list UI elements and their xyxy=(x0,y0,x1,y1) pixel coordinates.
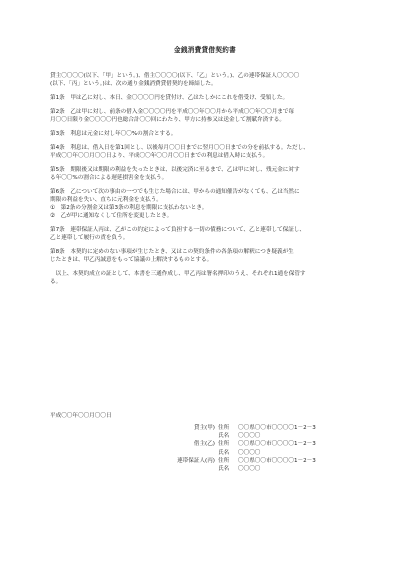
name-label: 氏名 xyxy=(218,449,230,456)
name-value: 〇〇〇〇 xyxy=(238,465,261,472)
name-value: 〇〇〇〇 xyxy=(238,449,261,456)
document-body xyxy=(50,72,375,292)
text-line: 平成〇〇年〇〇月〇〇日より、平成〇〇年〇〇月〇〇日までの利息は借入時に支払う。 xyxy=(50,152,269,159)
article-1 xyxy=(50,94,375,102)
text-line: 第5条 期限後又は期限の利益を失ったときは、以後完済に至るまで、乙は甲に対し、残元金に対す xyxy=(50,166,300,173)
article-3 xyxy=(50,130,375,138)
signature-block xyxy=(0,424,410,473)
party-borrower-address-row xyxy=(0,440,410,448)
text-line: 第1条 甲は乙に対し、本日、金〇〇〇〇円を貸付け、乙はたしかにこれを借受け、受領した。 xyxy=(50,95,289,101)
name-value: 〇〇〇〇 xyxy=(238,433,261,440)
text-line: 第2条 乙は甲に対し、前条の借入金〇〇〇〇円を平成〇〇年〇〇月から平成〇〇年〇〇月まで毎 xyxy=(50,108,295,115)
text-line: (以下、「丙」という。)は、次の通り金銭消費貸借契約を締結した。 xyxy=(50,81,217,88)
text-line: る年〇〇%の割合による遅延損害金を支払う。 xyxy=(50,174,168,181)
name-label: 氏名 xyxy=(218,465,230,472)
text-line: 以上、本契約成立の証として、本書を三通作成し、甲乙丙は署名押印のうえ、それぞれ1通を保管す xyxy=(50,271,306,277)
text-line: る。 xyxy=(50,279,62,286)
text-line: 第6条 乙について次の事由の一つでも生じた場合には、甲からの通知催告がなくても、乙は当然に xyxy=(50,188,300,195)
text-line: 月〇〇日限り金〇〇〇〇円也総合計〇〇回にわたり、甲方に持参又は送金して割賦弁済する。 xyxy=(50,117,285,123)
text-line: 乙と連帯して履行の責を負う。 xyxy=(50,235,129,242)
contract-date: 平成〇〇年〇〇月〇〇日 xyxy=(50,413,112,419)
article-6 xyxy=(50,188,375,221)
address-label: 住所 xyxy=(218,441,230,448)
closing-paragraph xyxy=(50,270,375,286)
party-lender-address-row xyxy=(0,424,410,432)
preamble-paragraph xyxy=(50,72,375,88)
text-line: じたときは、甲乙丙誠意をもって協議の上解決するものとする。 xyxy=(50,257,213,264)
text-line: 第3条 利息は元金に対し年〇〇%の割合とする。 xyxy=(50,130,177,137)
party-role: 連帯保証人(丙) xyxy=(177,457,215,464)
text-line: 第8条 本契約に定めのない事項が生じたとき、又はこの契約条件の各条項の解釈につき疑義が生 xyxy=(50,249,294,255)
party-lender-name-row xyxy=(0,432,410,440)
name-label: 氏名 xyxy=(218,433,230,440)
address-value: 〇〇県〇〇市〇〇〇〇1－2－3 xyxy=(238,457,316,464)
address-label: 住所 xyxy=(218,457,230,464)
text-line: ② 乙が甲に通知なくして住所を変更したとき。 xyxy=(50,213,173,220)
address-label: 住所 xyxy=(218,425,230,431)
address-value: 〇〇県〇〇市〇〇〇〇1－2－3 xyxy=(238,425,316,431)
text-line: ① 第2条の分割金又は第3条の利息を期限に支払わないとき。 xyxy=(50,205,208,211)
party-role: 貸主(甲) xyxy=(193,425,215,431)
article-7 xyxy=(50,226,375,242)
text-line: 第7条 連帯保証人丙は、乙がこの約定によって負担する一切の債務について、乙と連帯して保証し、 xyxy=(50,227,306,233)
text-line: 期限の利益を失い、直ちに元利金を支払う。 xyxy=(50,196,162,203)
article-8 xyxy=(50,248,375,264)
document-title: 金銭消費貸借契約書 xyxy=(173,46,237,54)
party-guarantor-name-row xyxy=(0,465,410,473)
address-value: 〇〇県〇〇市〇〇〇〇1－2－3 xyxy=(238,441,316,448)
party-role: 借主(乙) xyxy=(193,441,215,448)
party-borrower-name-row xyxy=(0,449,410,457)
article-2 xyxy=(50,108,375,124)
article-4 xyxy=(50,144,375,160)
article-5 xyxy=(50,166,375,182)
party-guarantor-address-row xyxy=(0,457,410,465)
text-line: 第4条 利息は、借入日を第1回とし、以後毎月〇〇日までに翌月〇〇日までの分を前払する。ただし、 xyxy=(50,144,309,151)
text-line: 貸主〇〇〇〇(以下、「甲」という。)、借主〇〇〇〇(以下、「乙」という。)、乙の連帯保証人〇〇〇〇 xyxy=(50,73,300,79)
